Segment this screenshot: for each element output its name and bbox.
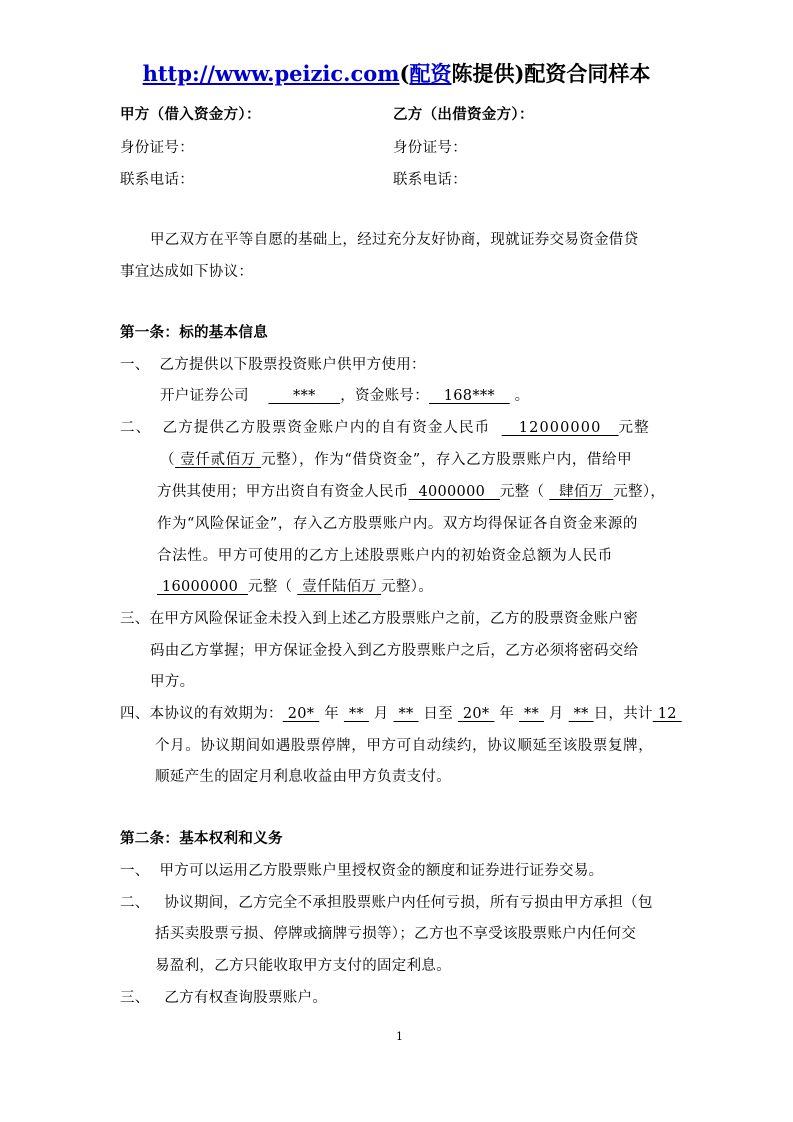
total-amount-words: 壹仟陆佰万 [302, 579, 377, 595]
sentence-end: 。 [514, 388, 530, 404]
item-number: 三、 [120, 990, 150, 1006]
item-number: 一、 [120, 863, 150, 879]
amount-unit: 元整（ [499, 484, 545, 500]
month-char: 月 [548, 706, 564, 722]
amount-unit: 元整（ [247, 579, 293, 595]
loan-amount: 12000000 [518, 420, 602, 436]
article-1-item-2-line-6 [157, 575, 433, 596]
start-month: ** [348, 706, 364, 722]
article-1-item-2-line-5: 合法性。甲方可使用的乙方上述股票账户内的初始资金总额为人民币 [157, 548, 613, 564]
party-a-label: 甲方（借入资金方）： [120, 106, 261, 123]
amount-unit-end: 元整）。 [381, 579, 434, 595]
item-number: 一、 [120, 357, 150, 373]
article-2-item-2-line-3: 易盈利，乙方只能收取甲方支付的固定利息。 [155, 958, 451, 974]
day-to: 日至 [423, 706, 454, 722]
party-b-label: 乙方（出借资金方）： [393, 106, 534, 123]
margin-amount: 4000000 [418, 484, 486, 500]
article-2-heading: 第二条：基本权利和义务 [120, 830, 283, 847]
amount-unit-end: 元整）， [613, 484, 666, 500]
article-1-item-2-line-4: 作为“风险保证金”，存入乙方股票账户内。双方均得保证各自资金来源的 [157, 516, 638, 532]
securities-company-label: 开户证券公司 [160, 388, 249, 404]
article-1-item-2-line-2 [160, 448, 632, 469]
party-a-id-label: 身份证号： [120, 140, 194, 156]
article-1-item-2-line-1 [120, 416, 650, 437]
item-text: 乙方有权查询股票账户。 [164, 990, 328, 1006]
month-char: 月 [373, 706, 389, 722]
total-months: 12 [657, 706, 677, 722]
title-paren: ( [399, 61, 410, 86]
end-day: ** [573, 706, 589, 722]
item-text: 方供其使用；甲方出资自有资金人民币 [157, 484, 409, 500]
amount-unit: 元整 [618, 420, 650, 436]
article-1-item-4-line-3: 顺延产生的固定月利息收益由甲方负责支付。 [155, 769, 451, 785]
party-b-id-label: 身份证号： [393, 140, 467, 156]
article-1-item-1 [120, 353, 426, 374]
party-a-phone-label: 联系电话： [120, 172, 194, 188]
item-text: 元整），作为“借贷资金”，存入乙方股票账户内，借给甲 [261, 452, 633, 468]
article-1-item-3-line-2: 码由乙方掌握；甲方保证金投入到乙方股票账户之后，乙方必须将密码交给 [150, 643, 639, 659]
item-text: 协议期间，乙方完全不承担股票账户内任何亏损，所有亏损由甲方承担（包 [164, 895, 653, 911]
end-year: 20* [462, 706, 490, 722]
intro-line-1: 甲乙双方在平等自愿的基础上，经过充分友好协商，现就证券交易资金借贷 [150, 232, 639, 248]
article-2-item-2-line-1 [120, 891, 653, 912]
page-number: 1 [396, 1030, 403, 1043]
article-1-item-4-line-1 [120, 702, 682, 723]
item-text: 乙方提供乙方股票资金账户内的自有资金人民币 [162, 420, 491, 436]
intro-line-2: 事宜达成如下协议： [120, 264, 254, 280]
document-title [0, 58, 793, 88]
article-1-item-1-account-line [160, 384, 529, 405]
article-2-item-1 [120, 859, 603, 880]
item-number: 二、 [120, 895, 150, 911]
year-char: 年 [499, 706, 515, 722]
title-rest: 陈提供)配资合同样本 [451, 61, 651, 86]
end-month: ** [523, 706, 540, 722]
title-link-word[interactable]: 配资 [409, 61, 452, 86]
year-char: 年 [324, 706, 339, 722]
article-1-item-3-line-1: 三、在甲方风险保证金未投入到上述乙方股票账户之前，乙方的股票资金账户密 [120, 611, 638, 627]
party-b-phone-label: 联系电话： [393, 172, 467, 188]
total-amount: 16000000 [161, 579, 239, 595]
account-label: ，资金账号： [340, 388, 430, 404]
loan-amount-words: 壹仟贰佰万 [180, 452, 256, 468]
margin-amount-words: 肆佰万 [559, 484, 604, 500]
day-total: 日，共计 [593, 706, 653, 722]
article-2-item-2-line-2: 括买卖股票亏损、停牌或摘牌亏损等）；乙方也不享受该股票账户内任何交 [155, 926, 637, 942]
item-number: 二、 [120, 420, 152, 436]
item-text: 乙方提供以下股票投资账户供甲方使用： [159, 357, 426, 373]
paren-open: （ [160, 452, 176, 468]
title-url-link[interactable]: http://www.peizic.com [142, 61, 400, 86]
article-1-item-2-line-3 [157, 480, 665, 501]
start-year: 20* [287, 706, 315, 722]
item-text: 甲方可以运用乙方股票账户里授权资金的额度和证券进行证券交易。 [159, 863, 604, 879]
article-2-item-3 [120, 986, 327, 1007]
article-1-item-3-line-3: 甲方。 [150, 674, 195, 690]
validity-label: 四、本协议的有效期为： [120, 706, 283, 722]
start-day: ** [398, 706, 414, 722]
article-1-heading: 第一条：标的基本信息 [120, 324, 268, 341]
securities-company-value: *** [293, 388, 316, 404]
account-value: 168*** [443, 388, 495, 404]
article-1-item-4-line-2: 个月。协议期间如遇股票停牌，甲方可自动续约，协议顺延至该股票复牌， [155, 738, 654, 754]
